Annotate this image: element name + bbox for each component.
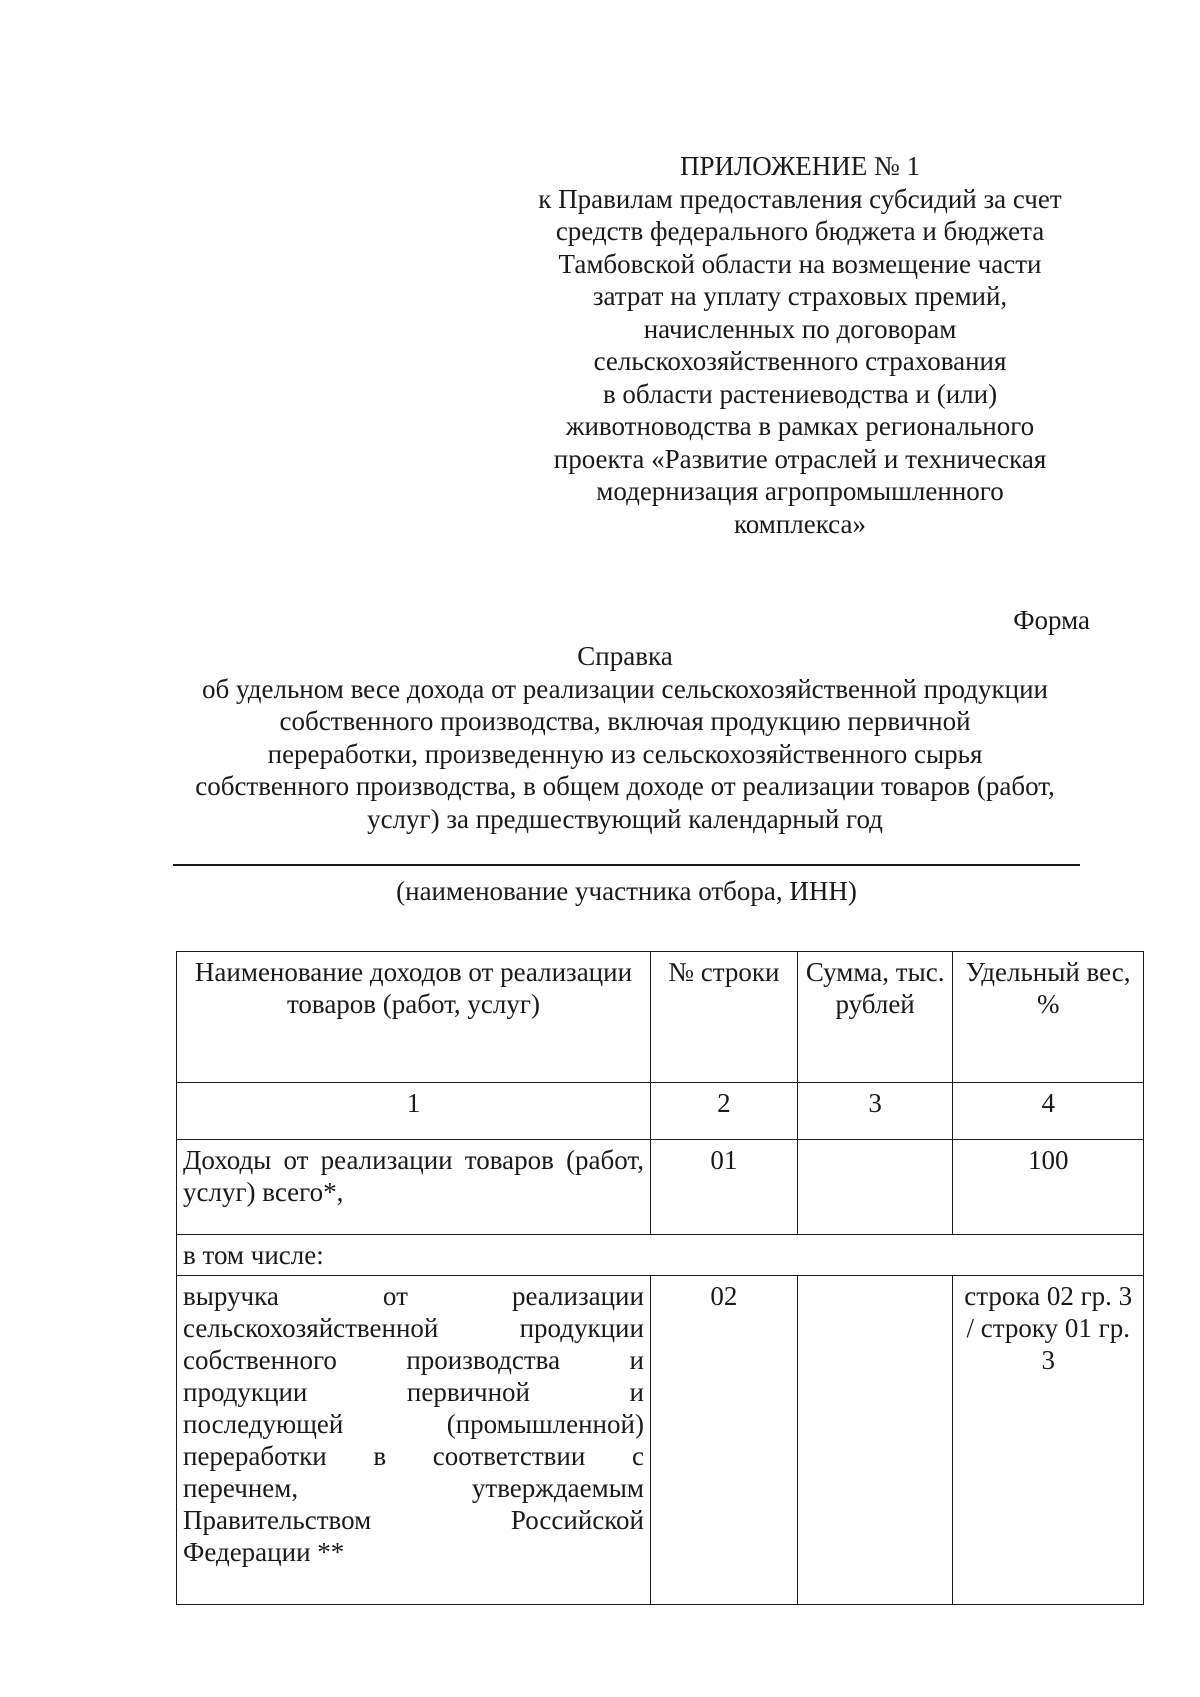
revenue-name-line: перечнем, утверждаемым: [183, 1473, 644, 1503]
total-sum-cell[interactable]: [797, 1140, 953, 1235]
appendix-line: сельскохозяйственного страхования: [593, 346, 1007, 376]
reference-line: собственного производства, включая продукцию первичной: [279, 706, 971, 736]
table-row-revenue: [177, 1276, 1144, 1605]
appendix-header: [500, 150, 1100, 540]
appendix-line: в области растениеводства и (или): [602, 378, 998, 409]
revenue-name-line: продукции первичной и: [183, 1377, 644, 1407]
revenue-name-line: сельскохозяйственной продукции: [183, 1313, 644, 1343]
participant-caption: (наименование участника отбора, ИНН): [396, 876, 857, 906]
revenue-name-line: Федерации **: [183, 1537, 345, 1567]
table-header-row: [177, 952, 1144, 1083]
table-row-including: [177, 1235, 1144, 1276]
appendix-line: начисленных по договорам: [643, 313, 957, 344]
reference-title-block: [165, 640, 1085, 835]
total-share: 100: [953, 1140, 1144, 1235]
total-line-number: 01: [650, 1140, 797, 1235]
appendix-line: животноводства в рамках регионального: [565, 411, 1035, 441]
income-table: [176, 951, 1144, 1605]
appendix-line: комплекса»: [734, 508, 866, 539]
revenue-name: [177, 1276, 651, 1605]
appendix-line: затрат на уплату страховых премий,: [592, 281, 1008, 311]
reference-title: Справка: [577, 641, 673, 671]
header-sum: Сумма, тыс. рублей: [797, 952, 953, 1083]
revenue-share: строка 02 гр. 3 / строку 01 гр. 3: [953, 1276, 1144, 1605]
appendix-line: модернизация агропромышленного: [596, 476, 1004, 506]
appendix-line: Тамбовской области на возмещение части: [558, 248, 1042, 279]
table-row-total: [177, 1140, 1144, 1235]
revenue-sum-cell[interactable]: [797, 1276, 953, 1605]
revenue-name-line: последующей (промышленной): [183, 1409, 644, 1439]
form-label: Форма: [1013, 605, 1090, 635]
reference-line: об удельном весе дохода от реализации сельскохозяйственной продукции: [202, 673, 1048, 704]
column-number: 2: [650, 1083, 797, 1140]
revenue-name-line: Правительством Российской: [183, 1505, 644, 1535]
column-number-row: [177, 1083, 1144, 1140]
participant-name-line[interactable]: [173, 864, 1080, 866]
column-number: 3: [797, 1083, 953, 1140]
appendix-number: ПРИЛОЖЕНИЕ № 1: [679, 151, 921, 181]
including-label: в том числе:: [177, 1235, 1144, 1276]
header-line-number: № строки: [650, 952, 797, 1083]
reference-line: переработки, произведенную из сельскохозяйственного сырья: [267, 738, 983, 769]
column-number: 4: [953, 1083, 1144, 1140]
reference-line: собственного производства, в общем доходе от реализации товаров (работ,: [195, 771, 1055, 801]
revenue-line-number: 02: [650, 1276, 797, 1605]
reference-line: услуг) за предшествующий календарный год: [367, 803, 883, 834]
revenue-name-line: переработки в соответствии с: [183, 1441, 644, 1471]
column-number: 1: [177, 1083, 651, 1140]
appendix-line: проекта «Развитие отраслей и техническая: [553, 443, 1047, 474]
appendix-line: средств федерального бюджета и бюджета: [555, 216, 1045, 246]
header-income-name: Наименование доходов от реализации товаров (работ, услуг): [177, 952, 651, 1083]
total-income-name: Доходы от реализации товаров (работ, услуг) всего*,: [177, 1140, 651, 1235]
revenue-name-line: собственного производства и: [183, 1345, 644, 1375]
header-share: Удельный вес, %: [953, 952, 1144, 1083]
appendix-line: к Правилам предоставления субсидий за счет: [538, 183, 1062, 214]
revenue-name-line: выручка от реализации: [183, 1281, 644, 1311]
